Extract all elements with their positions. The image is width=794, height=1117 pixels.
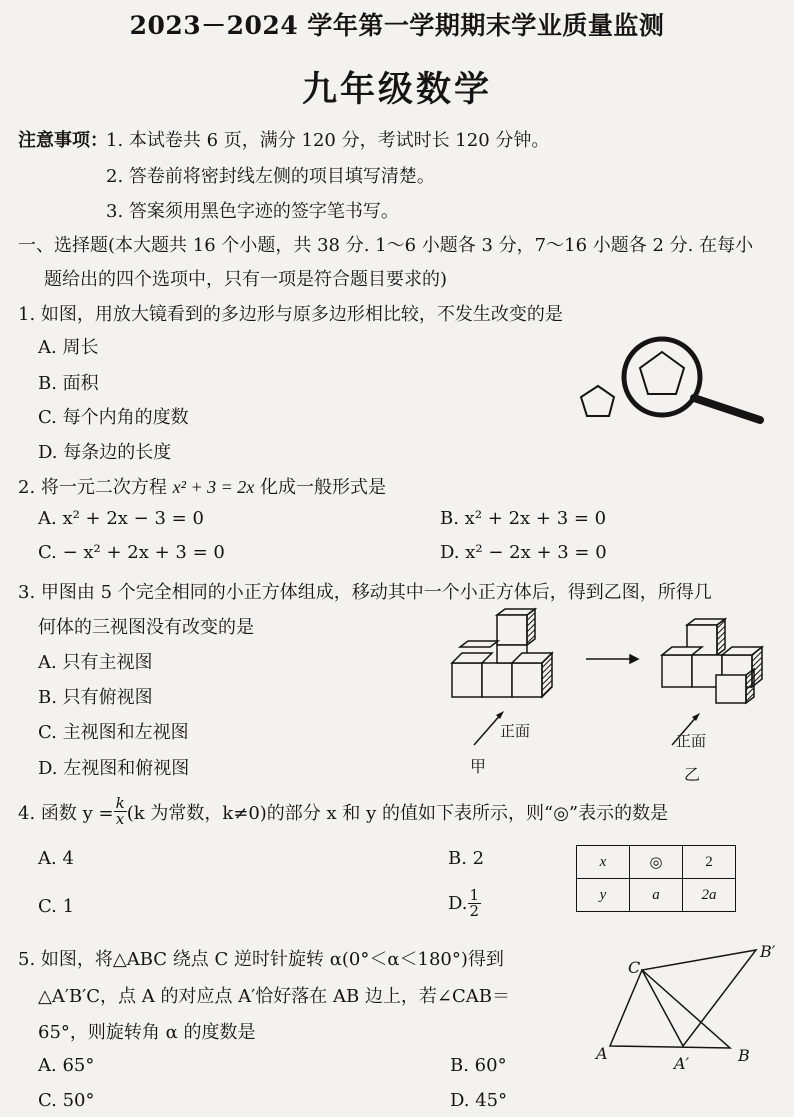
q1-option-c[interactable]: C. 每个内角的度数 <box>38 407 189 428</box>
magnifier-lens <box>624 339 700 415</box>
exam-title: 2023－2024 学年第一学期期末学业质量监测 <box>129 11 665 40</box>
q4-option-c[interactable]: C. 1 <box>38 896 75 917</box>
notice-label: 注意事项： <box>18 130 108 151</box>
magnified-pentagon <box>640 352 684 394</box>
q5-label-a: A <box>596 1044 608 1063</box>
q2-option-c[interactable]: C. − x² + 2x + 3 = 0 <box>38 542 225 563</box>
arrow-right-icon <box>586 655 638 663</box>
q2-option-d[interactable]: D. x² − 2x + 3 = 0 <box>440 542 607 563</box>
q5-label-c: C <box>628 958 641 977</box>
magnifier-handle <box>694 398 760 420</box>
q3-option-d[interactable]: D. 左视图和俯视图 <box>38 758 190 779</box>
q3-label-yi: 乙 <box>684 765 701 784</box>
q3-option-b[interactable]: B. 只有俯视图 <box>38 687 153 708</box>
q5-stem-line2: △A′B′C，点 A 的对应点 A′恰好落在 AB 边上，若∠CAB＝ <box>38 986 511 1007</box>
front-arrow-left <box>474 713 502 745</box>
cube-group-yi <box>662 619 762 703</box>
q5-label-b: B <box>738 1046 750 1065</box>
exam-subject: 九年级数学 <box>301 69 492 110</box>
q1-magnifier-figure <box>570 330 770 430</box>
q1-stem: 1. 如图，用放大镜看到的多边形与原多边形相比较，不发生改变的是 <box>18 304 563 325</box>
q3-front-label-left: 正面 <box>500 722 531 740</box>
q4-stem: 4. 函数 y = $\frac{k}{x}$ (k 为常数，k≠0)的部分 x 和 y 的值如下表所示，则“◎”表示的数是 <box>18 794 669 828</box>
small-pentagon <box>581 386 614 416</box>
q3-cube-figure <box>440 605 780 780</box>
q5-option-d[interactable]: D. 45° <box>450 1090 508 1111</box>
q3-stem-line1: 3. 甲图由 5 个完全相同的小正方体组成，移动其中一个小正方体后，得到乙图，所得几 <box>18 582 712 603</box>
q2-equation: x² + 3 = 2x <box>172 477 255 497</box>
table-cell: 2 <box>683 846 736 879</box>
table-cell: 2a <box>683 879 736 912</box>
q4-option-a[interactable]: A. 4 <box>38 848 74 869</box>
q2-option-a[interactable]: A. x² + 2x − 3 = 0 <box>38 508 204 529</box>
table-cell: a <box>630 879 683 912</box>
q2-option-b[interactable]: B. x² + 2x + 3 = 0 <box>440 508 607 529</box>
q2-stem: 2. 将一元二次方程 x² + 3 = 2x 化成一般形式是 <box>18 477 387 498</box>
notice-item-2: 2. 答卷前将密封线左侧的项目填写清楚。 <box>106 166 435 187</box>
cube-group-jia <box>452 609 552 697</box>
q5-stem-line1: 5. 如图，将△ABC 绕点 C 逆时针旋转 α(0°＜α＜180°)得到 <box>18 949 504 970</box>
table-cell: y <box>577 879 630 912</box>
q5-label-b-prime: B′ <box>760 942 776 961</box>
q4-fraction: $\frac{k}{x}$ <box>115 794 125 828</box>
q1-option-a[interactable]: A. 周长 <box>38 337 99 358</box>
q5-option-c[interactable]: C. 50° <box>38 1090 95 1111</box>
q3-stem-line2: 何体的三视图没有改变的是 <box>38 617 254 638</box>
q5-option-b[interactable]: B. 60° <box>450 1055 507 1076</box>
q3-option-a[interactable]: A. 只有主视图 <box>38 652 153 673</box>
notice-item-1: 1. 本试卷共 6 页，满分 120 分，考试时长 120 分钟。 <box>106 130 550 151</box>
table-row <box>577 879 736 912</box>
notice-item-3: 3. 答案须用黑色字迹的签字笔书写。 <box>106 201 399 222</box>
q5-stem-line3: 65°，则旋转角 α 的度数是 <box>38 1022 256 1043</box>
table-cell: x <box>577 846 630 879</box>
q1-option-b[interactable]: B. 面积 <box>38 373 99 394</box>
q4-option-d[interactable]: D. $\frac{1}{2}$ <box>448 886 480 920</box>
table-row <box>577 846 736 879</box>
q3-front-label-right: 正面 <box>676 732 707 750</box>
section1-heading-line2: 题给出的四个选项中，只有一项是符合题目要求的) <box>44 269 448 290</box>
q4-value-table <box>576 845 736 912</box>
q3-label-jia: 甲 <box>470 757 487 776</box>
q4-option-b[interactable]: B. 2 <box>448 848 485 869</box>
q5-label-a-prime: A′ <box>674 1054 690 1073</box>
q5-option-a[interactable]: A. 65° <box>38 1055 95 1076</box>
q1-option-d[interactable]: D. 每条边的长度 <box>38 442 172 463</box>
table-cell: ◎ <box>630 846 683 879</box>
triangle-a-prime-b-prime-c <box>642 950 756 1046</box>
section1-heading-line1: 一、选择题(本大题共 16 个小题，共 38 分. 1～6 小题各 3 分，7～16 小题各 2 分. 在每小 <box>18 235 754 256</box>
q3-option-c[interactable]: C. 主视图和左视图 <box>38 722 189 743</box>
